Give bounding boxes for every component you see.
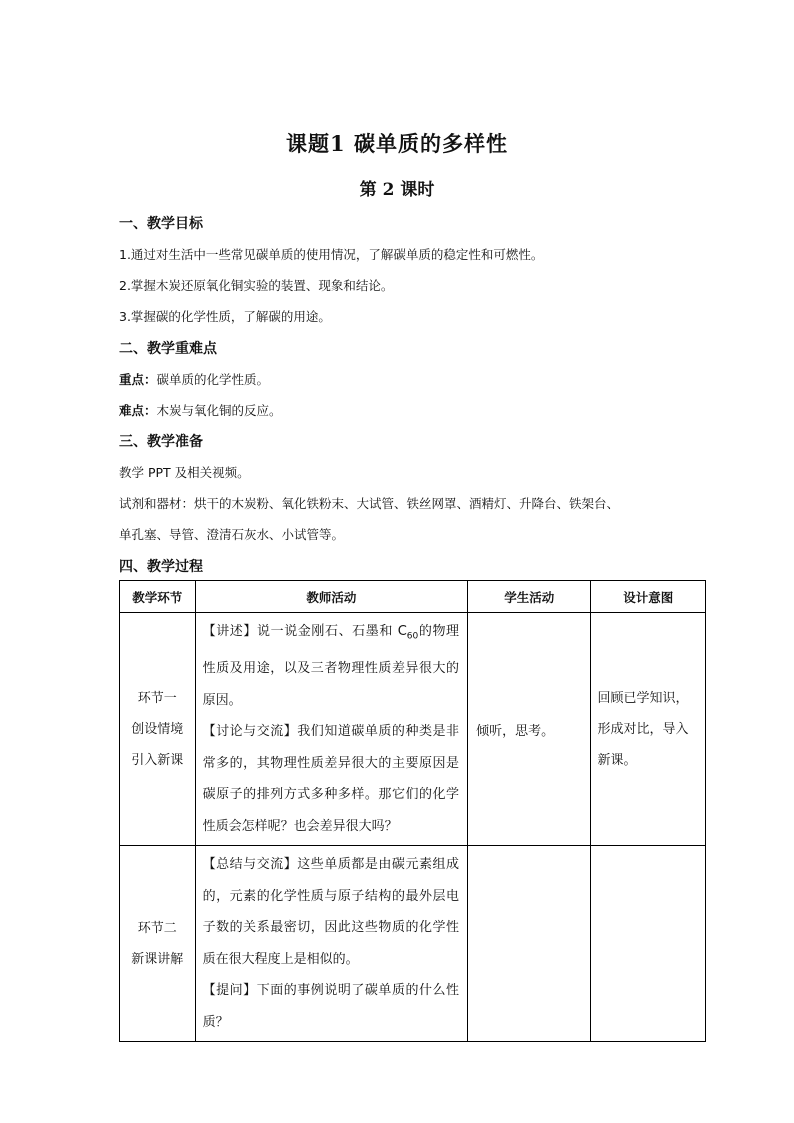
teacher-paragraph: [203, 849, 459, 975]
teacher-paragraph: [203, 716, 459, 842]
student-activity-cell: [468, 846, 591, 1042]
teacher-paragraph: [203, 616, 459, 716]
key-point: [119, 370, 269, 388]
table-row: [120, 846, 706, 1042]
activity-tag: 【讲述】: [202, 624, 257, 639]
table-header-row: [120, 581, 706, 613]
table-row: [120, 613, 706, 846]
teacher-activity-cell: [195, 846, 467, 1042]
prep-line: 教学 PPT 及相关视频。: [119, 465, 250, 480]
design-intent-cell: [591, 846, 706, 1042]
goal-item: 1.通过对生活中一些常见碳单质的使用情况，了解碳单质的稳定性和可燃性。: [119, 247, 544, 262]
design-intent-cell: 回顾已学知识，形成对比，导入新课。: [591, 613, 706, 846]
table-header-cell: 学生活动: [468, 581, 591, 613]
difficult-point-label: 难点：: [119, 403, 157, 418]
prep-line: 试剂和器材：烘干的木炭粉、氧化铁粉末、大试管、铁丝网罩、酒精灯、升降台、铁架台、: [119, 496, 620, 511]
goal-item: 3.掌握碳的化学性质，了解碳的用途。: [119, 309, 331, 324]
difficult-point-text: 木炭与氧化铜的反应。: [156, 403, 282, 418]
stage-line: 环节一: [137, 690, 177, 706]
stage-line: 环节二: [137, 920, 177, 936]
heading-keypoints: 二、教学重难点: [119, 341, 217, 357]
page-title: 课题1 碳单质的多样性: [286, 131, 508, 156]
stage-line: 引入新课: [131, 752, 184, 768]
activity-text: 的物理性质及用途，以及三者物理性质差异很大的原因。: [202, 624, 460, 708]
subscript: 60: [406, 631, 419, 642]
student-activity-cell: 倾听，思考。: [468, 613, 591, 846]
activity-tag: 【讨论与交流】: [202, 724, 298, 740]
teacher-paragraph: [203, 975, 459, 1038]
key-point-text: 碳单质的化学性质。: [156, 372, 270, 387]
activity-tag: 【总结与交流】: [202, 857, 298, 873]
stage-cell: [120, 613, 196, 846]
page-subtitle: 第 2 课时: [359, 180, 435, 200]
activity-text: 说一说金刚石、石墨和 C: [257, 624, 407, 639]
table-header-cell: 教学环节: [120, 581, 196, 613]
goal-item: 2.掌握木炭还原氧化铜实验的装置、现象和结论。: [119, 278, 394, 293]
teacher-activity-cell: [195, 613, 467, 846]
activity-text: 下面的事例说明了碳单质的什么性质？: [202, 983, 460, 1030]
activity-text: 这些单质都是由碳元素组成的，元素的化学性质与原子结构的最外层电子数的关系最密切，因此这些物质的化学性质在很大程度上是相似的。: [202, 857, 460, 967]
teaching-process-table: [119, 580, 706, 1042]
activity-text: 我们知道碳单质的种类是非常多的，其物理性质差异很大的主要原因是碳原子的排列方式多种多样。那它们的化学性质会怎样呢？也会差异很大吗？: [202, 724, 460, 834]
table-header-cell: 教师活动: [195, 581, 467, 613]
key-point-label: 重点：: [119, 372, 157, 387]
activity-tag: 【提问】: [202, 983, 257, 999]
stage-cell: [120, 846, 196, 1042]
heading-prep: 三、教学准备: [119, 434, 203, 450]
stage-line: 新课讲解: [131, 951, 184, 967]
heading-goals: 一、教学目标: [119, 216, 203, 232]
difficult-point: [119, 401, 282, 419]
heading-process: 四、教学过程: [119, 559, 203, 575]
stage-line: 创设情境: [131, 721, 184, 737]
prep-line: 单孔塞、导管、澄清石灰水、小试管等。: [119, 527, 345, 542]
table-header-cell: 设计意图: [591, 581, 706, 613]
